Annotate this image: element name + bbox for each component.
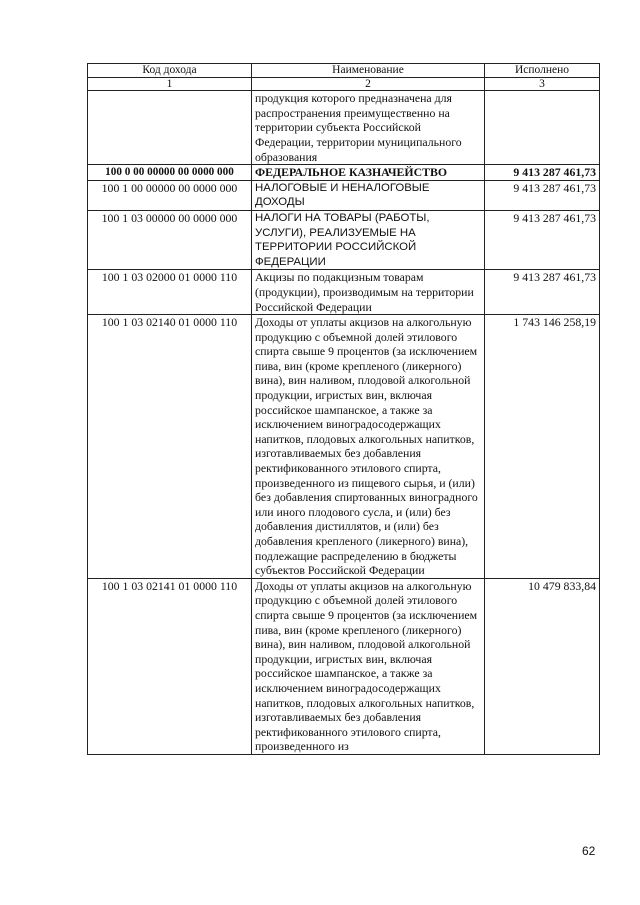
table-row [88,315,600,579]
amount-cell [485,91,600,165]
name-cell: Акцизы по подакцизным товарам (продукции), производимым на территории Российской Федерации [252,270,485,315]
header-code: Код дохода [88,64,252,78]
amount-cell: 9 413 287 461,73 [485,180,600,210]
header-name: Наименование [252,64,485,78]
table-row [88,210,600,269]
code-cell: 100 0 00 00000 00 0000 000 [88,165,252,181]
page-number: 62 [582,844,596,858]
name-cell: НАЛОГИ НА ТОВАРЫ (РАБОТЫ, УСЛУГИ), РЕАЛИЗУЕМЫЕ НА ТЕРРИТОРИИ РОССИЙСКОЙ ФЕДЕРАЦИИ [252,210,485,269]
code-cell: 100 1 03 00000 00 0000 000 [88,210,252,269]
table-row [88,165,600,181]
code-cell [88,91,252,165]
name-cell: НАЛОГОВЫЕ И НЕНАЛОГОВЫЕ ДОХОДЫ [252,180,485,210]
column-number-2: 2 [252,77,485,91]
code-cell: 100 1 03 02140 01 0000 110 [88,315,252,579]
table-row [88,91,600,165]
amount-cell: 9 413 287 461,73 [485,210,600,269]
amount-cell: 9 413 287 461,73 [485,270,600,315]
header-amount: Исполнено [485,64,600,78]
column-number-1: 1 [88,77,252,91]
revenue-table [87,63,600,755]
table-row [88,578,600,754]
column-number-3: 3 [485,77,600,91]
name-cell: Доходы от уплаты акцизов на алкогольную продукцию с объемной долей этилового спирта свыше 9 процентов (за исключением пива, вин (кроме крепленого (ликерного) вина), вин наливом, плодовой алкогольной продукции, игристых вин, включая российское шампанское, а также за исключением виноградосодержащих напитков, плодовых алкогольных напитков, изготавливаемых без добавления ректификованного этилового спирта, произведенного из [252,578,485,754]
name-cell: продукция которого предназначена для распространения преимущественно на территории субъекта Российской Федерации, территории муниципального образования [252,91,485,165]
amount-cell: 1 743 146 258,19 [485,315,600,579]
name-cell: ФЕДЕРАЛЬНОЕ КАЗНАЧЕЙСТВО [252,165,485,181]
table-header-row [88,64,600,78]
code-cell: 100 1 03 02141 01 0000 110 [88,578,252,754]
table-column-numbers-row [88,77,600,91]
code-cell: 100 1 03 02000 01 0000 110 [88,270,252,315]
table-row [88,180,600,210]
amount-cell: 9 413 287 461,73 [485,165,600,181]
amount-cell: 10 479 833,84 [485,578,600,754]
name-cell: Доходы от уплаты акцизов на алкогольную продукцию с объемной долей этилового спирта свыше 9 процентов (за исключением пива, вин (кроме крепленого (ликерного) вина), вин наливом, плодовой алкогольной продукции, игристых вин, включая российское шампанское, а также за исключением виноградосодержащих напитков, плодовых алкогольных напитков, изготавливаемых без добавления ректификованного этилового спирта, произведенного из пищевого сырья, и (или) без добавления спиртованных виноградного или иного плодового сусла, и (или) без добавления дистиллятов, и (или) без добавления крепленого (ликерного) вина), подлежащие распределению в бюджеты субъектов Российской Федерации [252,315,485,579]
table-row [88,270,600,315]
code-cell: 100 1 00 00000 00 0000 000 [88,180,252,210]
